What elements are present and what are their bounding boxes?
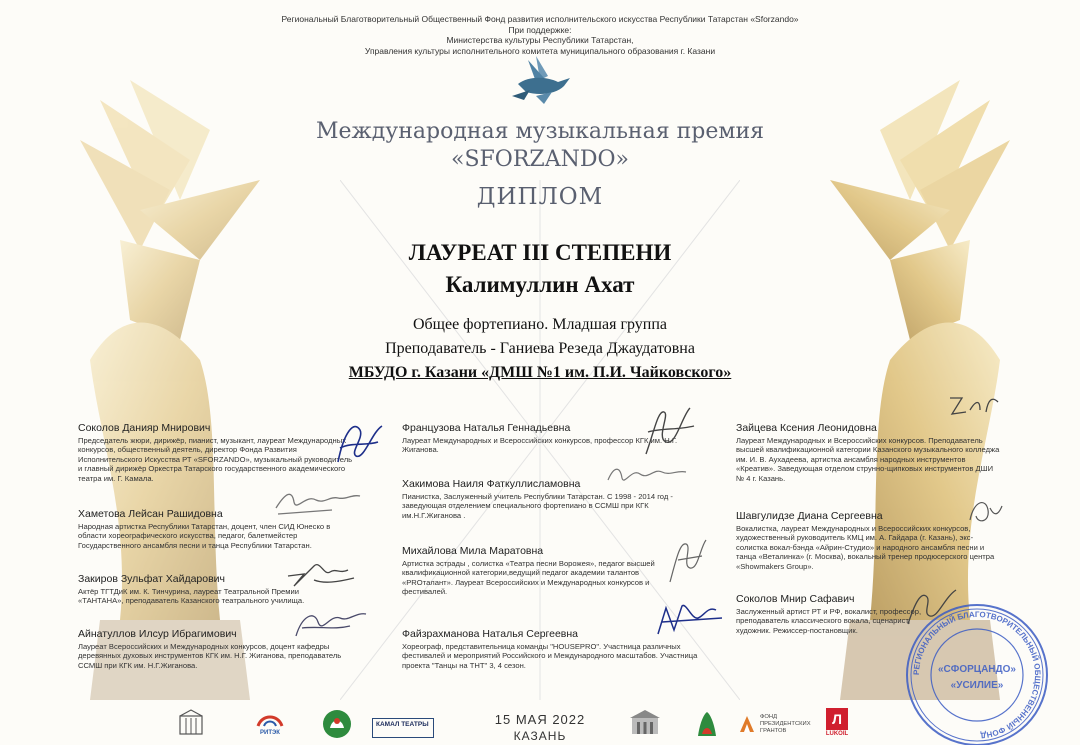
- stamp-ring-text: РЕГИОНАЛЬНЫЙ БЛАГОТВОРИТЕЛЬНЫЙ ОБЩЕСТВЕННЫЙ ФОНД: [911, 609, 1043, 740]
- lukoil-mark-icon: Л: [826, 708, 848, 730]
- jury-desc: Вокалистка, лауреат Международных и Всероссийских конкурсов, художественный руководитель КМЦ им. А. Гайдара (г. Казань), экс-солистка вокал-бэнда «Айрин-Студио» и народного ансамбля песни и танца «Веталинка» (г. Москва), вокальный тренер продюсерского центра «Showmakers Group».: [736, 524, 995, 571]
- signature-sokolov-d: [330, 412, 390, 474]
- fund-icon: [738, 714, 756, 734]
- jury-desc: Хореограф, представительница команды "HOUSEPRO". Участница различных фестивалей и мероприятий Российского и Международного масштабов. Участница проекта "Танцы на ТНТ" 3, 4 сезон.: [402, 642, 698, 670]
- winner-name: Калимуллин Ахат: [445, 272, 635, 297]
- signature-khametova: [272, 484, 362, 520]
- lukoil-label: LUKOIL: [825, 731, 849, 737]
- stamp-center-text: «СФОРЦАНДО»: [938, 664, 1016, 675]
- teacher: Преподаватель - Ганиева Резеда Джаудатовна: [385, 340, 695, 357]
- jury-member: [736, 422, 1002, 483]
- sponsor-logo-kazan-icon: [694, 708, 720, 740]
- jury-name: Хакимова Наиля Фаткуллисламовна: [402, 478, 581, 490]
- jury-desc: Актёр ТГТДиК им. К. Тинчурина, лауреат Театральной Премии «ТАНТАНА», преподаватель Казанского театрального училища.: [78, 587, 305, 606]
- diploma-title: ДИПЛОМ: [476, 184, 604, 210]
- jury-name: Айнатуллов Илсур Ибрагимович: [78, 628, 237, 640]
- event-city: КАЗАНЬ: [513, 729, 567, 743]
- event-date: 15 МАЯ 2022: [494, 712, 586, 727]
- sponsor-logo-tatarstan-icon: [320, 708, 354, 740]
- jury-name: Французова Наталья Геннадьевна: [402, 422, 571, 434]
- jury-desc: Заслуженный артист РТ и РФ, вокалист, профессор, преподаватель классического вокала, сценарист, художник. Режиссер-постановщик.: [736, 607, 922, 635]
- jury-name: Хаметова Лейсан Рашидовна: [78, 508, 223, 520]
- stamp-seal: [902, 600, 1052, 745]
- header-line-4: Управления культуры исполнительного комитета муниципального образования г. Казани: [364, 45, 716, 56]
- jury-member: [78, 422, 356, 483]
- laureate-degree: ЛАУРЕАТ III СТЕПЕНИ: [408, 240, 672, 265]
- school: МБУДО г. Казани «ДМШ №1 им. П.И. Чайковского»: [348, 364, 732, 381]
- stamp-sub-text: «УСИЛИЕ»: [950, 680, 1004, 691]
- jury-name: Михайлова Мила Маратовна: [402, 545, 544, 557]
- header: [0, 14, 1080, 56]
- jury-member: [78, 573, 318, 606]
- jury-name: Зайцева Ксения Леонидовна: [736, 422, 877, 434]
- award-name: «SFORZANDO»: [451, 147, 629, 172]
- jury-desc: Лауреат Всероссийских и Международных конкурсов, доцент кафедры деревянных духовых инструментов КГК им. Н.Г. Жиганова, преподаватель ССМШ при КГК им. Н.Г.Жиганова.: [78, 642, 342, 670]
- sponsor-logo-fund: [738, 712, 818, 738]
- jury-desc: Лауреат Международных и Всероссийских конкурсов. Преподаватель высшей квалификационной категории Казанского музыкального колледжа им. И. В. Аухадеева, артистка ансамбля народных инструментов «Креатив». Заведующая отделом струнно-щипковых инструментов ДШИ № 4 г. Казань.: [736, 436, 1000, 483]
- ritek-label: РИТЭК: [260, 730, 280, 736]
- fund-label: ФОНД ПРЕЗИДЕНТСКИХ ГРАНТОВ: [760, 714, 811, 734]
- sponsor-logo-building-icon: [628, 708, 662, 738]
- signature-zaytseva: [946, 386, 1002, 420]
- jury-member: [402, 545, 672, 597]
- jury-name: Соколов Данияр Мнирович: [78, 422, 211, 434]
- jury-name: Закиров Зульфат Хайдарович: [78, 573, 226, 585]
- jury-desc: Пианистка, Заслуженный учитель Республики Татарстан. С 1998 - 2014 год - заведующая отделением специального фортепиано в ССМШ при КГК им.Н.Г.Жиганова .: [402, 492, 673, 520]
- category: Общее фортепиано. Младшая группа: [412, 316, 668, 333]
- signature-frantsuzova: [636, 402, 700, 460]
- jury-desc: Артистка эстрады , солистка «Театра песни Ворожея», педагог высшей квалификационной категории,ведущий педагог академии талантов «PROталант». Лауреат Всероссийских и Международных конкурсов и фестивалей.: [402, 559, 655, 597]
- signature-khakimova: [604, 460, 688, 492]
- jury-member: [736, 510, 1002, 571]
- dove-logo-icon: [506, 54, 578, 110]
- sponsor-logo-mincult-icon: [176, 708, 206, 740]
- signature-fayzrakhmanova: [652, 600, 726, 642]
- header-line-2: При поддержке:: [508, 24, 572, 35]
- sponsor-logo-kamal: [372, 718, 434, 738]
- jury-desc: Народная артистка Республики Татарстан, доцент, член СИД Юнеско в области хореографического искусства, педагог, балетмейстер Государственного ансамбля песни и танца Республики Татарстан.: [78, 522, 331, 550]
- jury-name: Соколов Мнир Сафавич: [736, 593, 855, 605]
- signature-zakirov: [284, 556, 360, 590]
- ritek-icon: [254, 710, 286, 730]
- header-line-3: Министерства культуры Республики Татарстан,: [446, 35, 634, 45]
- event-date-block: [470, 712, 610, 744]
- signature-aynatullov: [290, 606, 370, 646]
- sponsor-logo-ritek: [254, 710, 286, 738]
- sponsor-logo-lukoil: [822, 708, 852, 740]
- award-title: Международная музыкальная премия: [315, 119, 765, 144]
- jury-desc: Лауреат Международных и Всероссийских конкурсов, профессор КГК им. Н.Г. Жиганова.: [402, 436, 678, 455]
- jury-name: Шавгулидзе Диана Сергеевна: [736, 510, 883, 522]
- header-line-1: Региональный Благотворительный Общественный Фонд развития исполнительского искусства Республики Татарстан «Sforzando»: [281, 14, 799, 24]
- signature-shavgulidze: [964, 494, 1004, 530]
- kamal-label: КАМАЛ ТЕАТРЫ: [376, 721, 429, 728]
- jury-name: Файзрахманова Наталья Сергеевна: [402, 628, 579, 640]
- jury-desc: Председатель жюри, дирижёр, пианист, музыкант, лауреат Международных конкурсов, общественный деятель, директор Фонда Развития Исполнительского Искусства РТ «SFORZANDO», музыкальный руководитель и главный дирижёр Оркестра Татарского государственного академического театра им. Г. Камала.: [78, 436, 353, 483]
- signature-mikhailova: [660, 532, 710, 588]
